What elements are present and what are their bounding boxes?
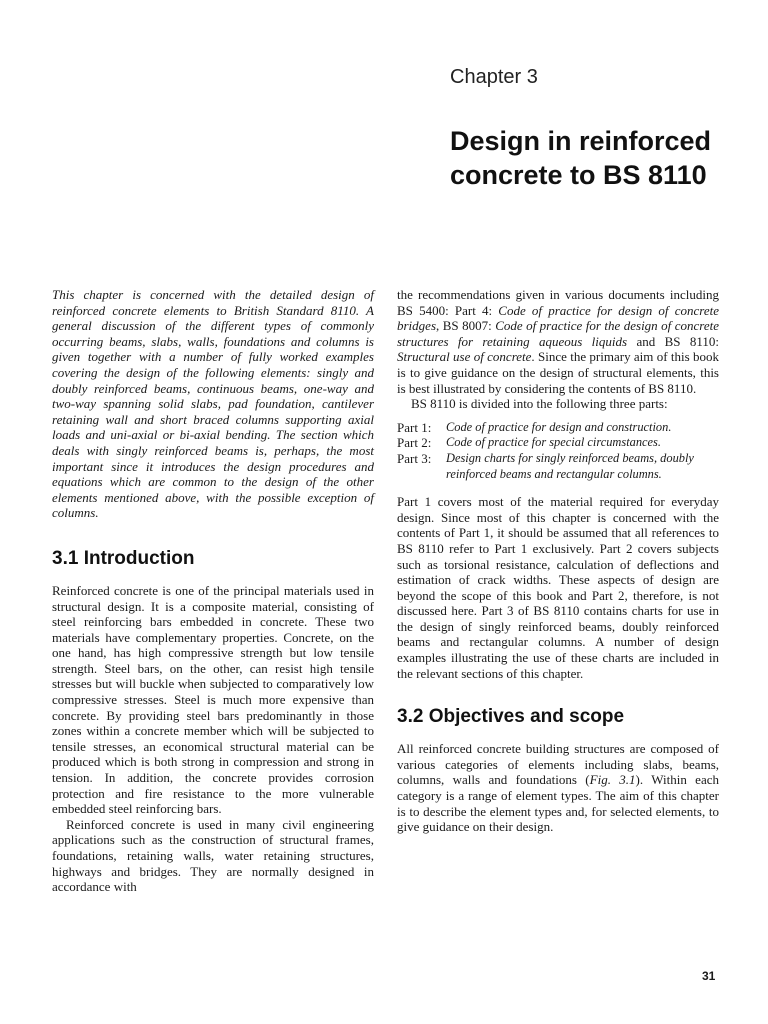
text-run: ). Within each category is a range of element types. The aim of this chapter is to describe the element types and, for selected elements, to give guidance on their design. <box>397 772 719 835</box>
chapter-label: Chapter 3 <box>450 66 538 88</box>
text-run-italic: Code of practice for design of concrete bridges <box>397 302 719 334</box>
section-heading-introduction: 3.1 Introduction <box>52 547 195 569</box>
right-column <box>397 287 719 835</box>
intro-paragraph-1: Reinforced concrete is one of the principal materials used in structural design. It is a composite material, consisting of steel reinforcing bars embedded in concrete. These two materials have complementary properties. Concrete, on the one hand, has high compressive strength but low tensile strength. Steel bars, on the other, can resist high tensile stresses but will buckle when subjected to comparatively low compressive stresses. Steel is much more expensive than concrete. By providing steel bars predominantly in those zones within a concrete member which will be subjected to tensile stresses, an economical structural material can be produced which is both strong in compression and strong in tension. In addition, the concrete provides corrosion protection and fire resistance to the more vulnerable embedded steel reinforcing bars. <box>52 582 374 817</box>
parts-list-item <box>397 420 719 436</box>
part-text: Design charts for singly reinforced beams, doubly reinforced beams and rectangular columns. <box>446 450 694 481</box>
chapter-title-line-1: Design in reinforced <box>450 126 712 156</box>
parts-list <box>397 420 719 482</box>
parts-list-item <box>397 435 719 451</box>
chapter-title <box>450 124 750 192</box>
part-text: Code of practice for design and construction. <box>446 419 672 434</box>
page-number: 31 <box>702 969 716 983</box>
chapter-title-line-2: concrete to BS 8110 <box>450 160 707 190</box>
intro-paragraph-4: Part 1 covers most of the material required for everyday design. Since most of this chapter is concerned with the contents of Part 1, it should be assumed that all references to BS 8110 refer to Part 1 exclusively. Part 2 covers subjects such as torsional resistance, calculation of deflections and estimation of crack widths. These aspects of design are beyond the scope of this book and Part 2, therefore, is not discussed here. Part 3 of BS 8110 contains charts for use in the design of singly reinforced beams, doubly reinforced beams and rectangular columns. A number of design examples illustrating the use of these charts are included in the relevant sections of this chapter. <box>397 494 719 681</box>
part-label: Part 1: <box>397 419 432 435</box>
chapter-abstract: This chapter is concerned with the detailed design of reinforced concrete elements to British Standard 8110. A general discussion of the different types of commonly occurring beams, slabs, walls, foundations and columns is given together with a number of fully worked examples covering the design of the following elements: singly and doubly reinforced beams, continuous beams, one-way and two-way spanning solid slabs, pad foundation, cantilever retaining wall and short braced columns supporting axial loads and uni-axial or bi-axial bending. The section which deals with singly reinforced beams is, perhaps, the most important since it introduces the design procedures and equations which are common to the design of the other elements mentioned above, with the possible exception of columns. <box>52 287 374 521</box>
section-heading-objectives: 3.2 Objectives and scope <box>397 706 625 728</box>
objectives-paragraph-1 <box>397 741 719 835</box>
intro-paragraph-2-continued <box>397 287 719 396</box>
text-run: , BS 8007: <box>436 318 496 334</box>
left-column <box>52 287 374 895</box>
text-run: and BS 8110: <box>627 333 719 349</box>
intro-paragraph-3: BS 8110 is divided into the following three parts: <box>411 396 668 412</box>
part-label: Part 2: <box>397 435 432 451</box>
text-run: . Since the primary aim of this book is to give guidance on the design of structural elements, this is best illustrated by considering the contents of BS 8110. <box>397 349 719 396</box>
intro-paragraph-2: Reinforced concrete is used in many civil engineering applications such as the construction of structural frames, foundations, retaining walls, water retaining structures, highways and bridges. They are normally designed in accordance with <box>52 816 374 895</box>
text-run-italic: Code of practice for the design of concrete structures for retaining aqueous liquids <box>397 318 719 349</box>
parts-list-item <box>397 451 719 482</box>
part-text: Code of practice for special circumstances. <box>446 435 661 450</box>
text-run: All reinforced concrete building structures are composed of various categories of elements including slabs, beams, columns, walls and foundations ( <box>397 741 719 788</box>
part-label: Part 3: <box>397 450 432 466</box>
text-run-italic: Structural use of concrete <box>397 349 532 365</box>
text-run: the recommendations given in various documents including BS 5400: Part 4: <box>397 287 719 318</box>
figure-reference: Fig. 3.1 <box>589 772 636 788</box>
